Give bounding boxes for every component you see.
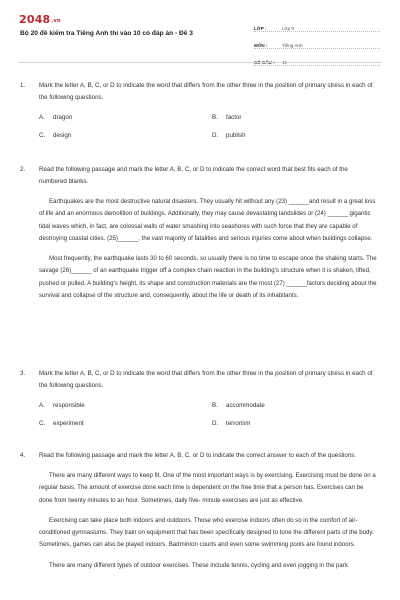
question-number: 1. [20, 82, 26, 89]
meta-row-subject [254, 34, 380, 49]
document-meta [254, 17, 380, 68]
meta-key: MÔN : [254, 43, 268, 48]
option-c[interactable]: C. experiment [39, 420, 84, 427]
meta-key: LỚP : [254, 26, 267, 31]
passage-paragraph: Exercising can take place both indoors and outdoors. Those who exercise indoors often do so in the comfort of air-conditioned gymnasiums. They train on equipment that has been specifically designed to tone the different parts of the body. Sometimes, games can also be played indoors. Badminton courts and even some swimming pools are found indoors. [39, 516, 374, 549]
header-divider [18, 62, 382, 63]
question-text: Read the following passage and mark the letter A, B, C, or D to indicate the correct word that best fits each of the numbered blanks. [39, 166, 348, 185]
option-c[interactable]: C. design [39, 132, 72, 139]
option-d[interactable]: D. publish [212, 132, 246, 139]
option-b[interactable]: B. accommodate [212, 402, 265, 409]
passage-paragraph: There are many different types of outdoor exercises. These include tennis, cycling and even jogging in the park. [49, 561, 350, 569]
option-a[interactable]: A. dragon [39, 114, 73, 121]
answer-options [39, 400, 380, 440]
question-text: Read the following passage and mark the letter A, B, C, or D to indicate the correct answer to each of the questions. [39, 452, 357, 459]
logo-main: 2048 [19, 13, 51, 26]
passage-paragraph: There are many different ways to keep fit. One of the most important ways is by exercising. Exercising must be done on a regular basis. The amount of exercise done each time is dependent on the free time that a person has. Exercises can be done from twenty minutes to an hour. Sometimes, daily five- minute exercises are just as effective. [39, 472, 376, 504]
meta-key: SỐ CÂU : [254, 60, 275, 65]
answer-options [39, 112, 380, 152]
meta-row-class [254, 17, 380, 32]
question-text: Mark the letter A, B, C, or D to indicate the word that differs from the other three in the position of primary stress in each of the following questions. [39, 82, 373, 101]
meta-value: Lớp 9 [282, 26, 294, 31]
meta-value: Tiếng Anh [282, 43, 303, 48]
question-1 [20, 80, 380, 152]
question-3 [20, 368, 380, 440]
option-a[interactable]: A. responsible [39, 402, 85, 409]
option-d[interactable]: D. terrorism [212, 420, 251, 427]
question-2 [20, 164, 380, 302]
logo-domain: .vn [51, 18, 61, 24]
site-logo[interactable] [19, 13, 61, 26]
document-title: Bộ 20 đề kiểm tra Tiếng Anh thi vào 10 có đáp án - Đề 3 [20, 30, 193, 37]
question-number: 2. [20, 166, 26, 173]
passage-paragraph: Most frequently, the earthquake lasts 30 to 60 seconds, so usually there is no time to escape once the shaking starts. The savage (26)______ of an earthquake trigger off a complex chain reaction in the building's structure when it is shaken, lifted, pushed or pulled. A building's height, its shape and construction materials are the most (27) ______factors deciding about the survival and collapse of the structure and, consequently, about the life or death of its inhabitants. [39, 255, 377, 300]
meta-row-count [254, 51, 380, 66]
question-text: Mark the letter A, B, C, or D to indicate the word that differs from the other three in the position of primary stress in each of the following questions. [39, 370, 373, 389]
passage-paragraph: Earthquakes are the most destructive natural disasters. They usually hit without any (23) ______and result in a great loss of life and an enormous demolition of buildings. Additionally, they may cause devastating landslides or (24) ______ gigantic tidal waves which, in fact, are colossal walls of water smashing into seashores with such force that they are capable of destroying coastal cities. (25)______, the vast majority of fatalities and serious injuries come about when buildings collapse. [39, 198, 376, 242]
meta-value: 42 [282, 60, 288, 65]
question-4 [20, 450, 380, 572]
option-b[interactable]: B. factor [212, 114, 242, 121]
question-number: 3. [20, 370, 26, 377]
question-number: 4. [20, 452, 26, 459]
